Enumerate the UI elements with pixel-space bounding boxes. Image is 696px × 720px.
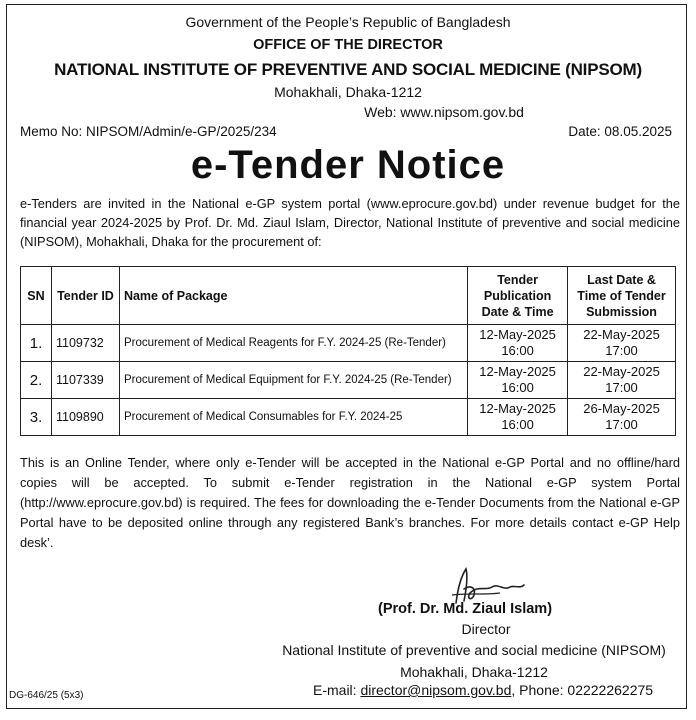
ad-code: DG-646/25 (5x3) bbox=[9, 690, 84, 701]
pub-date: 12-May-2025 bbox=[479, 401, 556, 416]
header-package: Name of Package bbox=[119, 267, 467, 325]
header-sn: SN bbox=[21, 267, 52, 325]
row-last-date bbox=[568, 362, 676, 399]
table-row bbox=[21, 362, 676, 399]
row-tender-id: 1109732 bbox=[51, 325, 119, 362]
table-row bbox=[21, 325, 676, 362]
government-line: Government of the People’s Republic of Bangladesh bbox=[185, 14, 511, 30]
last-time: 17:00 bbox=[605, 343, 638, 358]
pub-time: 16:00 bbox=[501, 343, 534, 358]
row-last-date bbox=[568, 399, 676, 436]
row-package: Procurement of Medical Equipment for F.Y. 2024-25 (Re-Tender) bbox=[119, 362, 467, 399]
row-last-date bbox=[568, 325, 676, 362]
header-publication: Tender Publication Date & Time bbox=[468, 267, 568, 325]
row-tender-id: 1109890 bbox=[51, 399, 119, 436]
pub-time: 16:00 bbox=[501, 417, 534, 432]
signatory-institute: National Institute of preventive and social medicine (NIPSOM) bbox=[282, 642, 666, 658]
pub-date: 12-May-2025 bbox=[479, 364, 556, 379]
row-publication bbox=[468, 399, 568, 436]
signatory-designation: Director bbox=[461, 621, 511, 637]
pub-date: 12-May-2025 bbox=[479, 327, 556, 342]
table-row bbox=[21, 399, 676, 436]
tender-table bbox=[20, 266, 676, 436]
memo-number: Memo No: NIPSOM/Admin/e-GP/2025/234 bbox=[20, 124, 277, 139]
signatory-name: (Prof. Dr. Md. Ziaul Islam) bbox=[378, 601, 553, 617]
pub-time: 16:00 bbox=[501, 380, 534, 395]
institute-web: Web: www.nipsom.gov.bd bbox=[364, 104, 524, 120]
phone-text: , Phone: 02222262275 bbox=[511, 682, 654, 698]
terms-paragraph: This is an Online Tender, where only e-Tender will be accepted in the National e-GP Portal and no offline/hard copies will be accepted. To submit e-Tender registration in the National e-GP system Portal (http://www.eprocure.gov.bd) is required. The fees for downloading the e-Tender Documents from the National e-GP Portal have to be deposited online through any registered Bank’s branches. For more details contact e-GP Help desk’. bbox=[20, 455, 680, 550]
last-date: 22-May-2025 bbox=[583, 327, 660, 342]
last-date: 26-May-2025 bbox=[583, 401, 660, 416]
email-label: E-mail: bbox=[313, 682, 361, 698]
row-publication bbox=[468, 325, 568, 362]
row-package: Procurement of Medical Consumables for F.Y. 2024-25 bbox=[119, 399, 467, 436]
row-sn: 2. bbox=[21, 362, 52, 399]
row-sn: 1. bbox=[21, 325, 52, 362]
row-tender-id: 1107339 bbox=[51, 362, 119, 399]
institute-address: Mohakhali, Dhaka-1212 bbox=[274, 84, 422, 100]
header-last-date: Last Date & Time of Tender Submission bbox=[568, 267, 676, 325]
last-time: 17:00 bbox=[605, 380, 638, 395]
office-line: OFFICE OF THE DIRECTOR bbox=[253, 37, 443, 53]
row-sn: 3. bbox=[21, 399, 52, 436]
header-tender-id: Tender ID bbox=[51, 267, 119, 325]
notice-date: Date: 08.05.2025 bbox=[568, 124, 672, 139]
row-publication bbox=[468, 362, 568, 399]
row-package: Procurement of Medical Reagents for F.Y. 2024-25 (Re-Tender) bbox=[119, 325, 467, 362]
last-time: 17:00 bbox=[605, 417, 638, 432]
last-date: 22-May-2025 bbox=[583, 364, 660, 379]
intro-paragraph: e-Tenders are invited in the National e-GP system portal (www.eprocure.gov.bd) under revenue budget for the financial year 2024-2025 by Prof. Dr. Md. Ziaul Islam, Director, National Institute of preventive and social medicine (NIPSOM), Mohakhali, Dhaka for the procurement of: bbox=[20, 196, 680, 249]
page-title: e-Tender Notice bbox=[190, 143, 506, 187]
email-link[interactable]: director@nipsom.gov.bd bbox=[360, 682, 512, 698]
contact-line bbox=[313, 682, 653, 698]
signatory-address: Mohakhali, Dhaka-1212 bbox=[400, 664, 548, 680]
institute-name: NATIONAL INSTITUTE OF PREVENTIVE AND SOCIAL MEDICINE (NIPSOM) bbox=[54, 60, 642, 79]
